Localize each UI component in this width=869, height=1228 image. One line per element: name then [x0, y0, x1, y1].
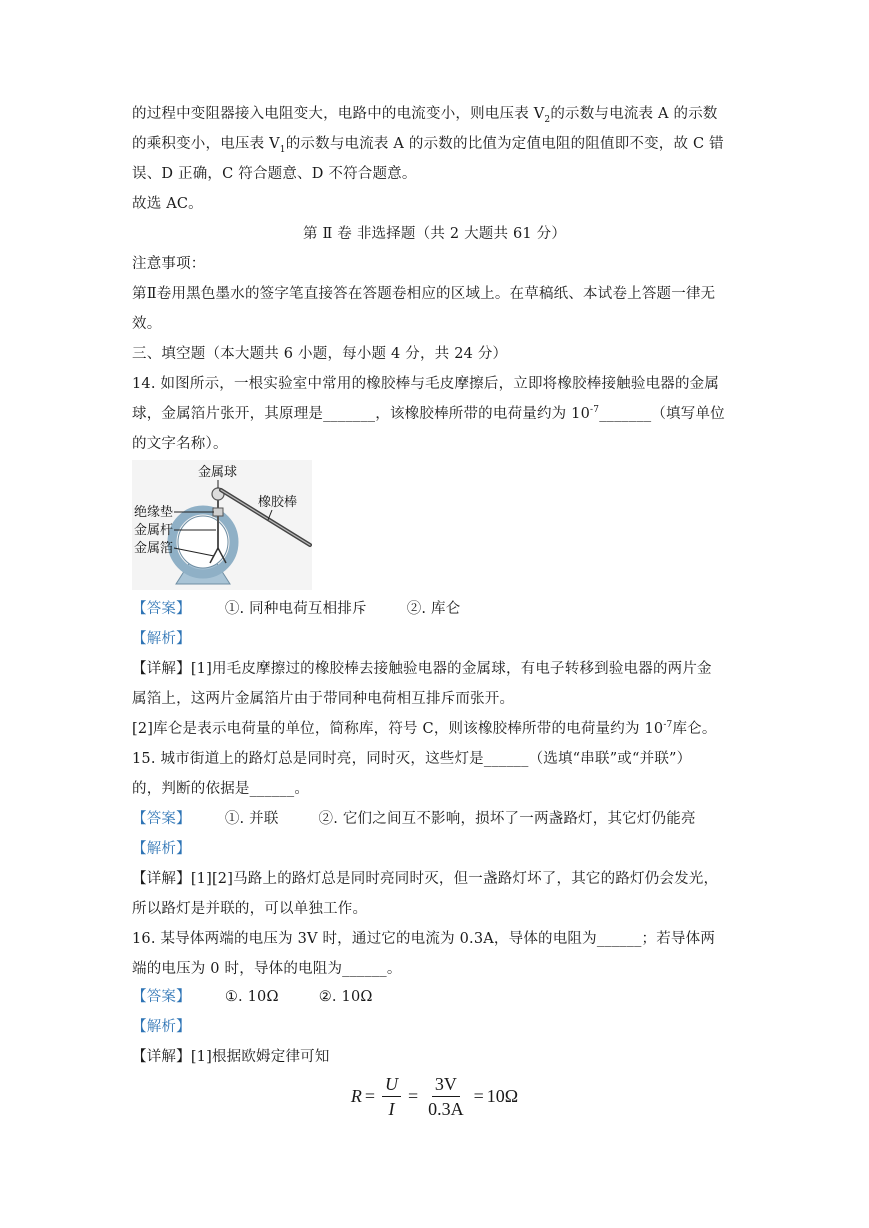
part3-heading: 三、填空题（本大题共 6 小题，每小题 4 分，共 24 分） [132, 346, 508, 362]
q14-answer-line [132, 599, 744, 619]
q15-analysis-tag: 【解析】 [132, 841, 191, 857]
q16-stem-line-1 [132, 929, 744, 949]
subscript: 2 [544, 114, 551, 125]
text-span: 的过程中变阻器接入电阻变大，电路中的电流变小，则电压表 V [132, 106, 545, 122]
text-span: 16. 某导体两端的电压为 3V 时，通过它的电流为 0.3A，导体的电阻为 [132, 931, 597, 947]
formula-lhs: R [350, 1085, 362, 1106]
q15-stem-line-1 [132, 749, 744, 769]
q14-stem-line-3: 的文字名称）。 [132, 436, 228, 452]
q15-answer-line [132, 809, 744, 829]
answer-item-1: ①. 并联 [224, 811, 279, 827]
text-span: ；若导体两 [641, 931, 716, 947]
formula-equals: = [473, 1085, 484, 1106]
q14-stem-line-1: 14. 如图所示，一根实验室中常用的橡胶棒与毛皮摩擦后，立即将橡胶棒接触验电器的金属 [132, 376, 720, 392]
q15-detail-line-1 [132, 869, 744, 889]
fraction-values [425, 1073, 467, 1120]
text-span: 。 [294, 781, 310, 797]
formula-equals: = [407, 1085, 419, 1106]
electroscope-figure [132, 460, 312, 590]
answer-blank: _______ [599, 406, 652, 422]
notice-label: 注意事项： [132, 256, 206, 272]
answer-item-2: ②. 库仑 [406, 601, 461, 617]
q16-detail-line-1 [132, 1047, 744, 1067]
prev-answer-line-1 [132, 104, 744, 124]
notice-text-2: 效。 [132, 316, 162, 332]
fraction-denominator: 0.3A [428, 1098, 464, 1119]
q16-answer-line [132, 987, 744, 1007]
text-span: 库仑。 [672, 721, 717, 737]
text-span: [1]用毛皮摩擦过的橡胶棒去接触验电器的金属球，有电子转移到验电器的两片金 [190, 661, 712, 677]
answer-blank: _______ [323, 406, 376, 422]
q15-detail-line-2: 所以路灯是并联的，可以单独工作。 [132, 901, 368, 917]
answer-blank: ______ [596, 931, 642, 947]
detail-tag: 【详解】 [132, 661, 191, 677]
answer-tag: 【答案】 [132, 601, 191, 617]
answer-tag: 【答案】 [132, 989, 191, 1005]
fraction-denominator: I [388, 1098, 395, 1119]
text-span: ，该橡胶棒所带的电荷量约为 10 [375, 406, 591, 422]
section-title: 第 Ⅱ 卷 非选择题（共 2 大题共 61 分） [302, 226, 567, 242]
q14-analysis-tag: 【解析】 [132, 631, 191, 647]
label-metal-foil: 金属箔 [134, 541, 174, 556]
q14-detail-line-2: 属箔上，这两片金属箔片由于带同种电荷相互排斥而张开。 [132, 691, 515, 707]
q16-analysis-tag: 【解析】 [132, 1019, 191, 1035]
ring-window [178, 516, 228, 568]
ohms-law-formula [0, 1068, 869, 1124]
label-metal-ball: 金属球 [198, 465, 238, 480]
prev-answer-line-2 [132, 134, 744, 154]
answer-item-2: ②. 它们之间互不影响，损坏了一两盏路灯，其它灯仍能亮 [318, 811, 696, 827]
q14-stem-line-2 [132, 404, 744, 424]
text-span: 的乘积变小，电压表 V [132, 136, 280, 152]
prev-answer-line-3: 误、D 正确，C 符合题意、D 不符合题意。 [132, 166, 417, 182]
formula-equals: = [364, 1085, 375, 1106]
text-span: 球，金属箔片张开，其原理是 [132, 406, 324, 422]
notice-text-1: 第Ⅱ卷用黑色墨水的签字笔直接答在答题卷相应的区域上。在草稿纸、本试卷上答题一律无 [132, 286, 716, 302]
label-insulating-pad: 绝缘垫 [134, 505, 174, 520]
answer-item-1: ①. 10Ω [224, 989, 279, 1005]
fraction-numerator: 3V [432, 1073, 460, 1097]
label-rubber-rod: 橡胶棒 [258, 495, 298, 510]
text-span: [1][2]马路上的路灯总是同时亮同时灭，但一盏路灯坏了，其它的路灯仍会发光， [190, 871, 719, 887]
text-span: 的，判断的依据是 [132, 781, 250, 797]
superscript: -7 [663, 720, 673, 731]
text-span: [2]库仑是表示电荷量的单位，简称库，符号 C，则该橡胶棒所带的电荷量约为 10 [132, 721, 664, 737]
text-span: [1]根据欧姆定律可知 [190, 1049, 330, 1065]
answer-tag: 【答案】 [132, 811, 191, 827]
answer-blank: ______ [249, 781, 295, 797]
text-span: 。 [386, 961, 402, 977]
text-span: （填写单位 [651, 406, 725, 422]
detail-tag: 【详解】 [132, 871, 191, 887]
formula-result: 10Ω [486, 1085, 519, 1106]
q14-detail-line-3 [132, 719, 744, 739]
q14-detail-line-1 [132, 659, 744, 679]
text-span: （选填“串联”或“并联”） [528, 751, 692, 767]
answer-blank: ______ [483, 751, 529, 767]
text-span: 15. 城市街道上的路灯总是同时亮，同时灭，这些灯是 [132, 751, 484, 767]
subscript: 1 [279, 144, 286, 155]
label-metal-stem: 金属杆 [134, 523, 174, 538]
prev-answer-conclusion: 故选 AC。 [132, 196, 203, 212]
fraction-u-over-i [382, 1073, 401, 1120]
text-span: 的示数与电流表 A 的示数的比值为定值电阻的阻值即不变，故 C 错 [285, 136, 724, 152]
superscript: -7 [590, 405, 600, 416]
q15-stem-line-2 [132, 779, 744, 799]
answer-blank: ______ [342, 961, 387, 977]
fraction-numerator: U [382, 1073, 401, 1097]
answer-item-1: ①. 同种电荷互相排斥 [224, 601, 367, 617]
text-span: 端的电压为 0 时，导体的电阻为 [132, 961, 343, 977]
insulating-pad [213, 508, 223, 516]
answer-item-2: ②. 10Ω [318, 989, 373, 1005]
detail-tag: 【详解】 [132, 1049, 191, 1065]
q16-stem-line-2 [132, 959, 744, 979]
text-span: 的示数与电流表 A 的示数 [550, 106, 718, 122]
